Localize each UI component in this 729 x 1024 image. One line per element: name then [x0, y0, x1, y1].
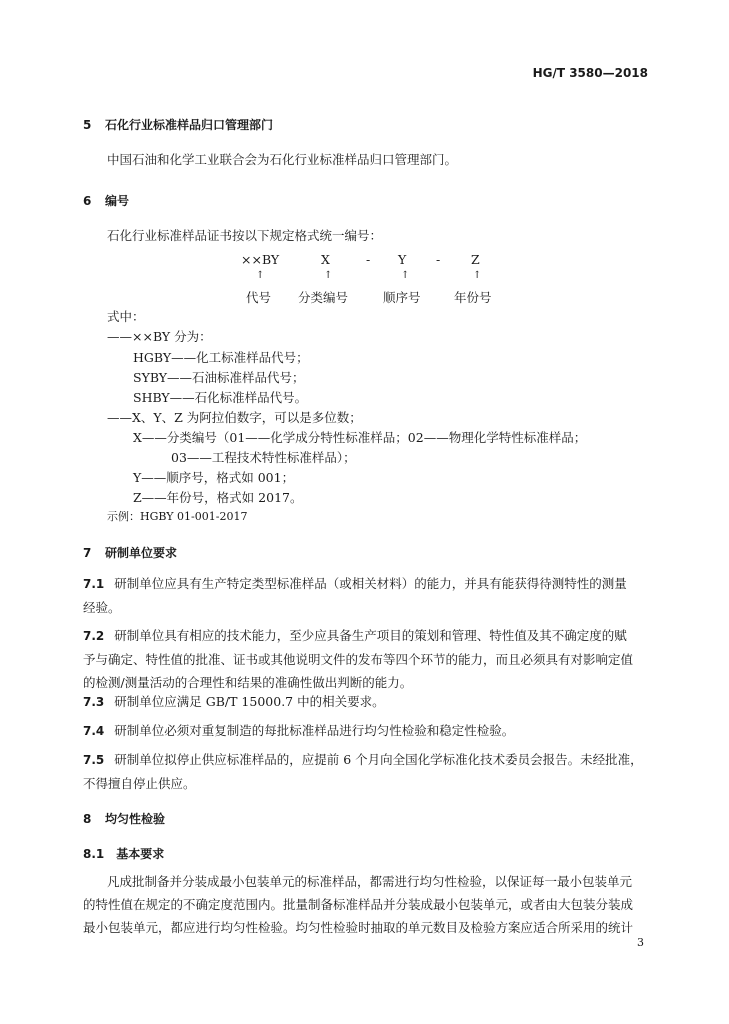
section-title: 均匀性检验 [105, 812, 166, 826]
body-line: 的特性值在规定的不确定度范围内。批量制备标准样品并分装成最小包装单元，或者由大包装分装成 [83, 897, 634, 912]
section-number: 7 [83, 546, 92, 560]
clause-text: 研制单位拟停止供应标准样品的，应提前 6 个月向全国化学标准化技术委员会报告。未经批准， [114, 752, 643, 767]
definition-item: SHBY——石化标准样品代号。 [133, 390, 308, 405]
section-5-heading [83, 116, 273, 133]
format-code-prefix: ××BY [241, 252, 280, 267]
clause-text: 研制单位必须对重复制造的每批标准样品进行均匀性检验和稳定性检验。 [114, 723, 515, 738]
up-arrow-icon: ↑ [324, 270, 333, 281]
clause-text: 研制单位应具有生产特定类型标准样品（或相关材料）的能力，并具有能获得待测特性的测量 [114, 576, 627, 591]
where-label: 式中： [107, 309, 145, 324]
clause-text: 的检测/测量活动的合理性和结果的准确性做出判断的能力。 [83, 675, 413, 690]
example-line: 示例：HGBY 01-001-2017 [107, 510, 248, 523]
section-8-heading [83, 810, 165, 827]
clause-7-1 [83, 572, 653, 619]
section-number: 5 [83, 118, 92, 132]
format-separator: - [366, 252, 371, 267]
definition-item: SYBY——石油标准样品代号； [133, 370, 305, 385]
format-label-sequence: 顺序号 [383, 290, 421, 305]
clause-number: 7.4 [83, 724, 105, 738]
format-code-x: X [321, 252, 330, 267]
format-label-year: 年份号 [454, 290, 492, 305]
section-title: 研制单位要求 [105, 546, 178, 560]
definition-item: X——分类编号（01——化学成分特性标准样品；02——物理化学特性标准样品； [133, 430, 587, 445]
clause-number: 7.1 [83, 577, 105, 591]
section-5-body: 中国石油和化学工业联合会为石化行业标准样品归口管理部门。 [107, 152, 458, 167]
section-title: 石化行业标准样品归口管理部门 [105, 118, 274, 132]
document-number: HG/T 3580—2018 [532, 66, 648, 80]
subsection-number: 8.1 [83, 847, 105, 861]
clause-text: 研制单位具有相应的技术能力，至少应具备生产项目的策划和管理、特性值及其不确定度的赋 [114, 628, 627, 643]
section-6-intro: 石化行业标准样品证书按以下规定格式统一编号： [107, 228, 383, 243]
section-7-heading [83, 544, 177, 561]
clause-7-5 [83, 748, 653, 795]
section-number: 8 [83, 812, 92, 826]
up-arrow-icon: ↑ [473, 270, 482, 281]
body-line: 最小包装单元，都应进行均匀性检验。均匀性检验时抽取的单元数目及检验方案应适合所采用的统计 [83, 920, 634, 935]
definition-item: HGBY——化工标准样品代号； [133, 350, 309, 365]
clause-text: 予与确定、特性值的批准、证书或其他说明文件的发布等四个环节的能力，而且必须具有对影响定值 [83, 652, 634, 667]
definition-item: ——X、Y、Z 为阿拉伯数字，可以是多位数； [107, 410, 362, 425]
up-arrow-icon: ↑ [256, 270, 265, 281]
clause-text: 不得擅自停止供应。 [83, 776, 196, 791]
clause-7-4 [83, 719, 653, 743]
subsection-8-1-body [83, 870, 653, 939]
format-separator: - [436, 252, 441, 267]
clause-number: 7.5 [83, 753, 105, 767]
section-number: 6 [83, 194, 92, 208]
body-line: 凡成批制备并分装成最小包装单元的标准样品，都需进行均匀性检验，以保证每一最小包装单元 [107, 874, 633, 889]
clause-number: 7.2 [83, 629, 105, 643]
subsection-title: 基本要求 [116, 847, 165, 861]
definition-item: 03——工程技术特性标准样品）； [171, 450, 356, 465]
section-title: 编号 [105, 194, 130, 208]
page-number: 3 [637, 936, 644, 949]
clause-text: 研制单位应满足 GB/T 15000.7 中的相关要求。 [114, 694, 385, 709]
definition-item: Y——顺序号，格式如 001； [133, 470, 295, 485]
format-label-category: 分类编号 [298, 290, 349, 305]
format-label-code: 代号 [246, 290, 272, 305]
section-6-heading [83, 192, 129, 209]
format-code-y: Y [398, 252, 407, 267]
up-arrow-icon: ↑ [401, 270, 410, 281]
format-code-z: Z [471, 252, 480, 267]
clause-text: 经验。 [83, 600, 121, 615]
subsection-8-1-heading [83, 845, 164, 862]
clause-number: 7.3 [83, 695, 105, 709]
clause-7-2 [83, 624, 653, 694]
definition-item: ——××BY 分为： [107, 329, 212, 344]
definition-item: Z——年份号，格式如 2017。 [133, 490, 303, 505]
clause-7-3 [83, 690, 653, 714]
